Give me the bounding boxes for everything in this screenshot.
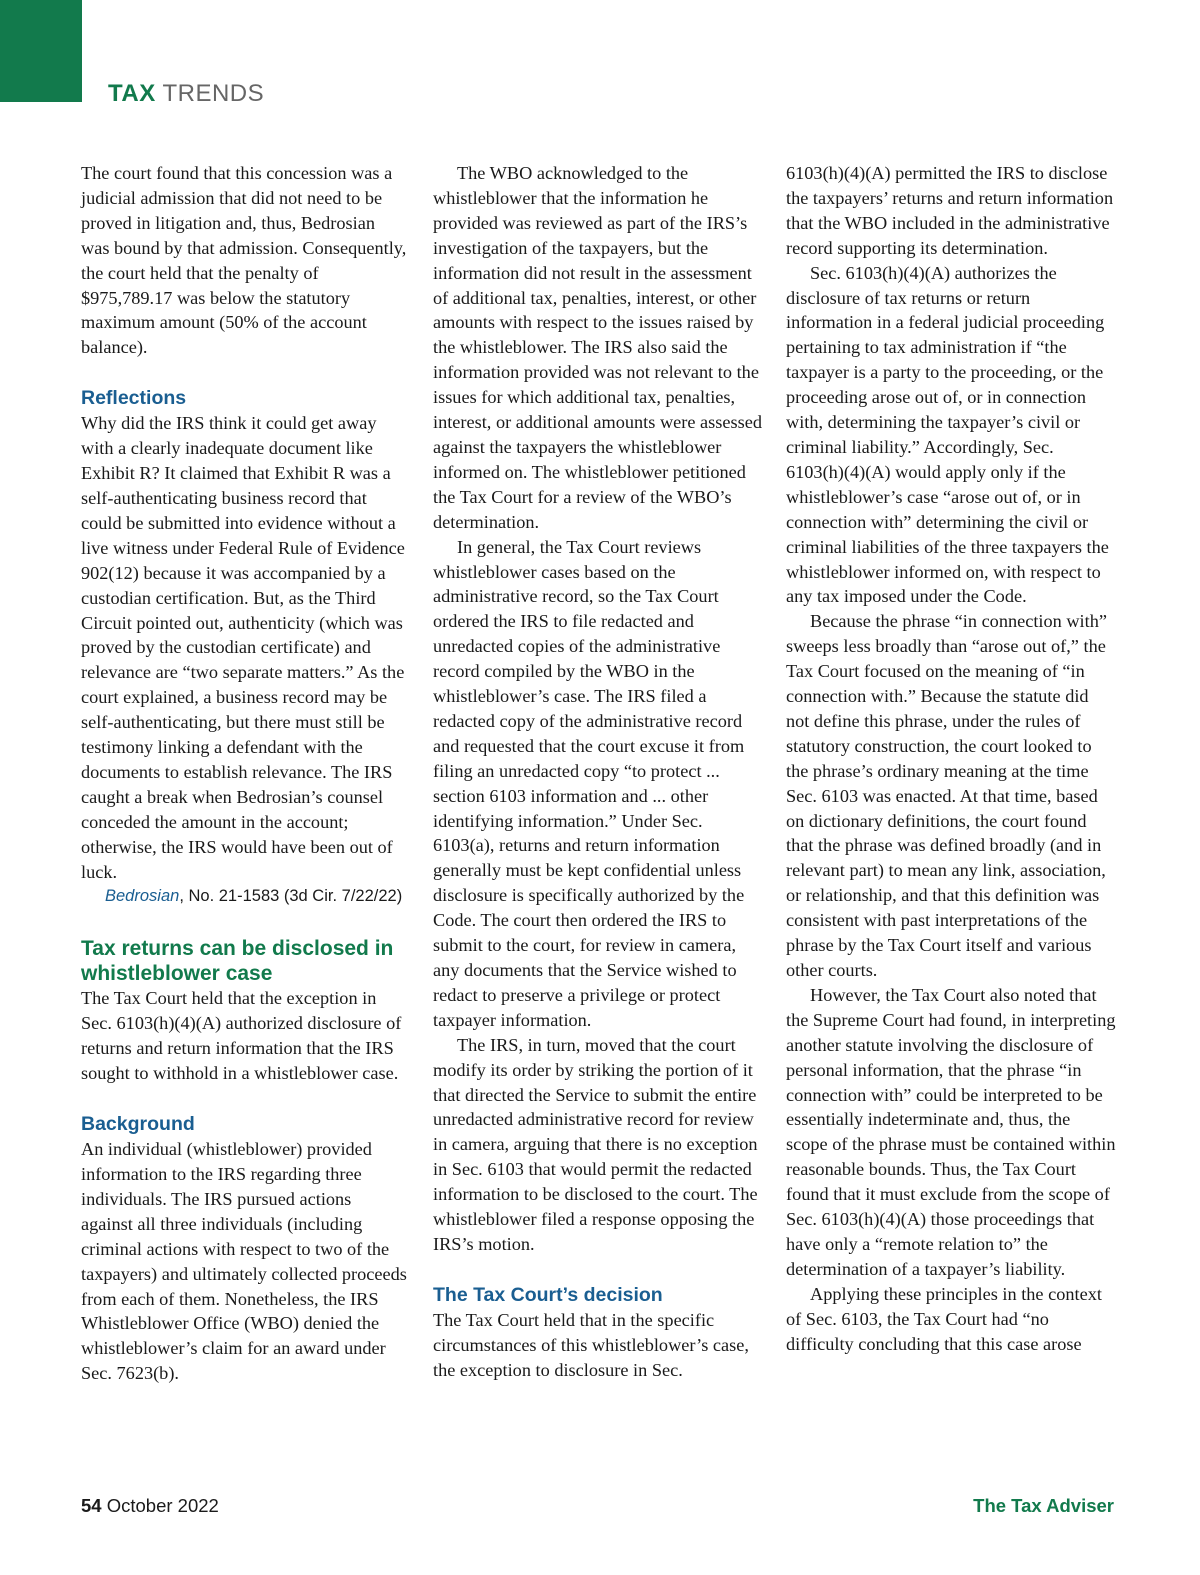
page-number: 54 bbox=[81, 1495, 102, 1516]
paragraph: The Tax Court held that in the specific circumstances of this whistleblower’s case, the exception to disclosure in Sec. bbox=[433, 1309, 749, 1380]
paragraph: In general, the Tax Court reviews whistleblower cases based on the administrative record, so the Tax Court ordered the IRS to file redacted and unredacted copies of the administrative record compiled by the WBO in the whistleblower’s case. The IRS filed a redacted copy of the administrative record and requested that the court excuse it from filing an unredacted copy “to protect ... section 6103 information and ... other identifying information.” Under Sec. 6103(a), returns and return information generally must be kept confidential unless disclosure is specifically authorized by the Code. The court then ordered the IRS to submit to the court, for review in camera, any documents that the Service wished to redact to preserve a privilege or protect taxpayer information. bbox=[433, 536, 745, 1030]
case-name: Bedrosian bbox=[105, 887, 180, 906]
footer-page-info bbox=[81, 1494, 219, 1518]
paragraph: Because the phrase “in connection with” sweeps less broadly than “arose out of,” the Tax Court focused on the meaning of “in connection with.” Because the statute did not define this phrase, under the rules of statutory construction, the court looked to the phrase’s ordinary meaning at the time Sec. 6103 was enacted. At that time, based on dictionary definitions, the court found that the phrase was defined broadly (and in relevant part) to mean any link, association, or relationship, and that this definition was consistent with past interpretations of the phrase by the Tax Court itself and various other courts. bbox=[786, 611, 1107, 980]
column-2 bbox=[433, 161, 763, 1383]
case-citation bbox=[81, 884, 407, 909]
column-3 bbox=[786, 161, 1116, 1357]
subheading-background: Background bbox=[81, 1113, 195, 1136]
case-citation-details: , No. 21-1583 (3d Cir. 7/22/22) bbox=[179, 887, 403, 906]
article-heading: Tax returns can be disclosed in whistleblower case bbox=[81, 937, 394, 986]
column-1 bbox=[81, 161, 407, 1386]
paragraph: The court found that this concession was a judicial admission that did not need to be proved in litigation and, thus, Bedrosian was bound by that admission. Consequently, the court held that the penalty of $975,789.17 was below the statutory maximum amount (50% of the account balance). bbox=[81, 163, 407, 358]
paragraph: However, the Tax Court also noted that the Supreme Court had found, in interpreting another statute involving the disclosure of personal information, that the phrase “in connection with” could be interpreted to be essentially indeterminate and, thus, the scope of the phrase must be contained within reasonable bounds. Thus, the Tax Court found that it must exclude from the scope of Sec. 6103(h)(4)(A) those proceedings that have only a “remote relation to” the determination of a taxpayer’s liability. bbox=[786, 984, 1116, 1279]
issue-date: October 2022 bbox=[106, 1495, 219, 1516]
subheading-decision: The Tax Court’s decision bbox=[433, 1283, 663, 1306]
paragraph: The Tax Court held that the exception in Sec. 6103(h)(4)(A) authorized disclosure of returns and return information that the IRS sought to withhold in a whistleblower case. bbox=[81, 988, 402, 1084]
paragraph: The WBO acknowledged to the whistleblower that the information he provided was reviewed as part of the IRS’s investigation of the taxpayers, but the information did not result in the assessment of additional tax, penalties, interest, or other amounts with respect to the issues raised by the whistleblower. The IRS also said the information provided was not relevant to the issues for which additional tax, penalties, interest, or additional amounts were assessed against the taxpayers the whistleblower informed on. The whistleblower petitioned the Tax Court for a review of the WBO’s determination. bbox=[433, 163, 762, 532]
publication-name: The Tax Adviser bbox=[973, 1495, 1114, 1516]
subheading-reflections: Reflections bbox=[81, 387, 187, 410]
paragraph: Why did the IRS think it could get away with a clearly inadequate document like Exhibit R? It claimed that Exhibit R was a self-authenticating business record that could be submitted into evidence without a live witness under Federal Rule of Evidence 902(12) because it was accompanied by a custodian certification. But, as the Third Circuit pointed out, authenticity (which was proved by the custodian certificate) and relevance are “two separate matters.” As the court explained, a business record may be self-authenticating, but there must still be testimony linking a defendant with the documents to establish relevance. The IRS caught a break when Bedrosian’s counsel conceded the amount in the account; otherwise, the IRS would have been out of luck. bbox=[81, 413, 405, 882]
paragraph: An individual (whistleblower) provided information to the IRS regarding three individuals. The IRS pursued actions against all three individuals (including criminal actions with respect to two of the taxpayers) and ultimately collected proceeds from each of them. Nonetheless, the IRS Whistleblower Office (WBO) denied the whistleblower’s claim for an award under Sec. 7623(b). bbox=[81, 1139, 407, 1384]
paragraph: Sec. 6103(h)(4)(A) authorizes the disclosure of tax returns or return information in a federal judicial proceeding pertaining to tax administration if “the taxpayer is a party to the proceeding, or the proceeding arose out of, or in connection with, determining the taxpayer’s civil or criminal liability.” Accordingly, Sec. 6103(h)(4)(A) would apply only if the whistleblower’s case “arose out of, or in connection with” determining the civil or criminal liabilities of the three taxpayers the whistleblower informed on, with respect to any tax imposed under the Code. bbox=[786, 262, 1109, 607]
section-header-light: TRENDS bbox=[162, 80, 265, 107]
section-header-bold: TAX bbox=[108, 80, 156, 107]
paragraph: 6103(h)(4)(A) permitted the IRS to disclose the taxpayers’ returns and return information that the WBO included in the administrative record supporting its determination. bbox=[786, 163, 1114, 258]
paragraph: Applying these principles in the context of Sec. 6103, the Tax Court had “no difficulty concluding that this case arose bbox=[786, 1283, 1102, 1354]
paragraph: The IRS, in turn, moved that the court modify its order by striking the portion of it that directed the Service to submit the entire unredacted administrative record for review in camera, arguing that there is no exception in Sec. 6103 that would permit the redacted information to be disclosed to the court. The whistleblower filed a response opposing the IRS’s motion. bbox=[433, 1034, 758, 1254]
section-header bbox=[108, 80, 264, 108]
brand-color-block bbox=[0, 0, 82, 102]
